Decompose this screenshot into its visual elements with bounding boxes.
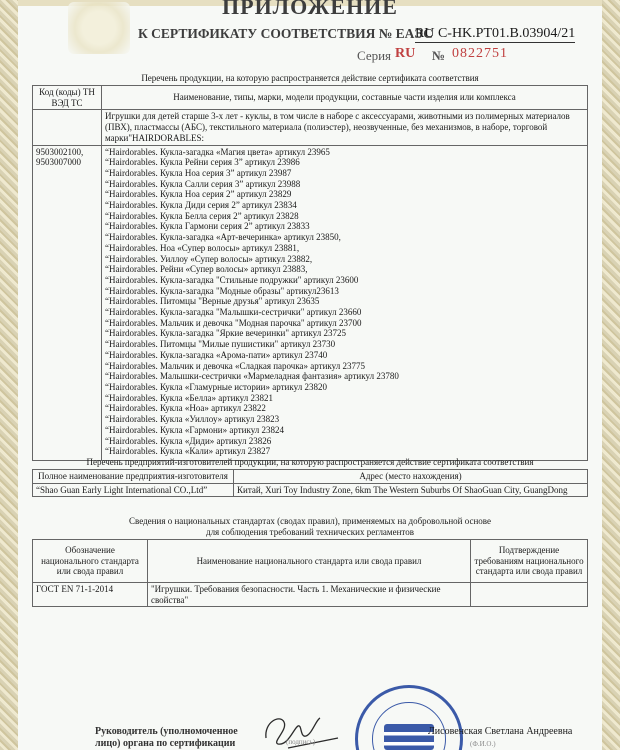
signature-caption: (подпись) [286,738,316,746]
ornamental-border-left [0,0,18,750]
product-item: “Hairdorables. Кукла-загадка "Модные образы" артикул23613 [105,285,339,296]
standard-designation: ГОСТ EN 71-1-2014 [33,583,148,607]
product-item: “Hairdorables. Малышки-сестрички «Мармеладная фантазия» артикул 23780 [105,371,399,382]
products-intro: Игрушки для детей старше 3-х лет - куклы, в том числе в наборе с аксессуарами, животными из полимерных материалов (ПВХ), пластмассы (АБС), текстильного материала (полиэстер), неозвученные, без механизмов, в наборе, торговой марки"HAIRDORABLES: [102,110,588,145]
product-item: “Hairdorables. Кукла Белла серия 2” артикул 23828 [105,210,299,221]
product-item: “Hairdorables. Кукла-загадка "Стильные подружки" артикул 23600 [105,274,359,285]
col-requirements-header: Подтверждение требованиям национального стандарта или свода правил [471,540,588,583]
product-item: “Hairdorables. Кукла-загадка "Малышки-сестрички" артикул 23660 [105,307,362,318]
standards-caption-line1: Сведения о национальных стандартах (сводах правил), применяемых на добровольной основе [129,516,491,526]
standards-table [32,539,588,607]
product-item: “Hairdorables. Кукла Ноа серия 2” артикул 23829 [105,189,292,200]
col-standard-name-header: Наименование национального стандарта или свода правил [148,540,471,583]
name-caption: (Ф.И.О.) [470,740,496,748]
product-item: “Hairdorables. Кукла-загадка «Арома-пати» артикул 23740 [105,349,328,360]
product-item: “Hairdorables. Кукла Салли серия 3” артикул 23988 [105,178,301,189]
product-item: “Hairdorables. Мальчик и девочка "Модная парочка" артикул 23700 [105,317,362,328]
standard-name: "Игрушки. Требования безопасности. Часть 1. Механические и физические свойства" [148,583,471,607]
product-item: “Hairdorables. Кукла Рейни серия 3” артикул 23986 [105,157,300,168]
tn-ved-codes: 9503002100, 9503007000 [33,145,102,460]
col-name-header: Наименование, типы, марки, модели продукции, составные части изделия или комплекса [102,86,588,110]
manufacturers-table [32,469,588,497]
product-item: “Hairdorables. Кукла «Уиллоу» артикул 23823 [105,414,280,425]
certificate-subtitle: К СЕРТИФИКАТУ СООТВЕТСТВИЯ № ЕАЭС [138,26,433,41]
head-name: Лисовенская Светлана Андреевна [428,726,573,737]
product-item: “Hairdorables. Кукла Ноа серия 3” артикул 23987 [105,167,292,178]
col-address-header: Адрес (место нахождения) [234,470,588,484]
product-item: “Hairdorables. Кукла «Диди» артикул 23826 [105,435,272,446]
blank-number: 0822751 [452,46,508,61]
product-item: “Hairdorables. Кукла-загадка "Яркие вечеринки" артикул 23725 [105,328,347,339]
certification-seal [355,685,463,750]
number-label: № [432,48,446,63]
product-item: “Hairdorables. Кукла «Гламурные истории» артикул 23820 [105,381,327,392]
product-item: “Hairdorables. Кукла Гармони серия 2” артикул 23833 [105,221,310,232]
product-item: “Hairdorables. Кукла «Кали» артикул 23827 [105,446,271,457]
col-manufacturer-header: Полное наименование предприятия-изготовителя [33,470,234,484]
product-item: “Hairdorables. Рейни «Супер волосы» артикул 23883, [105,264,308,275]
page-title: ПРИЛОЖЕНИЕ [222,0,398,19]
head-of-body-label [95,726,238,750]
empty-code-cell [33,110,102,145]
product-item: “Hairdorables. Кукла-загадка «Арт-вечеринка» артикул 23850, [105,232,341,243]
product-item: “Hairdorables. Кукла «Ноа» артикул 23822 [105,403,266,414]
manufacturer-address: Китай, Xuri Toy Industry Zone, 6km The Western Suburbs Of ShaoGuan City, GuangDong [234,483,588,497]
col-designation-header: Обозначение национального стандарта или свода правил [33,540,148,583]
head-label-line2: лицо) органа по сертификации [95,738,236,749]
series-label: Серия [357,48,392,63]
product-item: “Hairdorables. Питомцы "Милые пушистики" артикул 23730 [105,339,336,350]
product-item: “Hairdorables. Кукла «Белла» артикул 23821 [105,392,274,403]
certificate-number: RU C-HK.PT01.B.03904/21 [415,26,576,41]
product-item: “Hairdorables. Питомцы "Верные друзья" артикул 23635 [105,296,320,307]
product-item: “Hairdorables. Ноа «Супер волосы» артикул 23881, [105,242,300,253]
manufacturer-name: “Shao Guan Early Light International CO.,Ltd” [33,483,234,497]
product-items-list [102,145,588,460]
ornamental-border-right [602,0,620,750]
manufacturers-caption: Перечень предприятий-изготовителей продукции, на которую распространяется действие сертификата соответствия [86,457,534,467]
product-item: “Hairdorables. Кукла «Гармони» артикул 23824 [105,424,285,435]
products-table [32,85,588,461]
product-item: “Hairdorables. Мальчик и девочка «Сладкая парочка» артикул 23775 [105,360,366,371]
col-code-header: Код (коды) ТН ВЭД ТС [33,86,102,110]
standard-requirements [471,583,588,607]
product-item: “Hairdorables. Кукла-загадка «Магия цвета» артикул 23965 [105,146,330,157]
product-item: “Hairdorables. Кукла Диди серия 2” артикул 23834 [105,200,297,211]
standards-caption-line2: для соблюдения требований технических регламентов [205,527,414,537]
series-value: RU [395,46,416,61]
head-label-line1: Руководитель (уполномоченное [95,726,238,737]
product-item: “Hairdorables. Уиллоу «Супер волосы» артикул 23882, [105,253,313,264]
products-caption: Перечень продукции, на которую распространяется действие сертификата соответствия [141,73,479,83]
